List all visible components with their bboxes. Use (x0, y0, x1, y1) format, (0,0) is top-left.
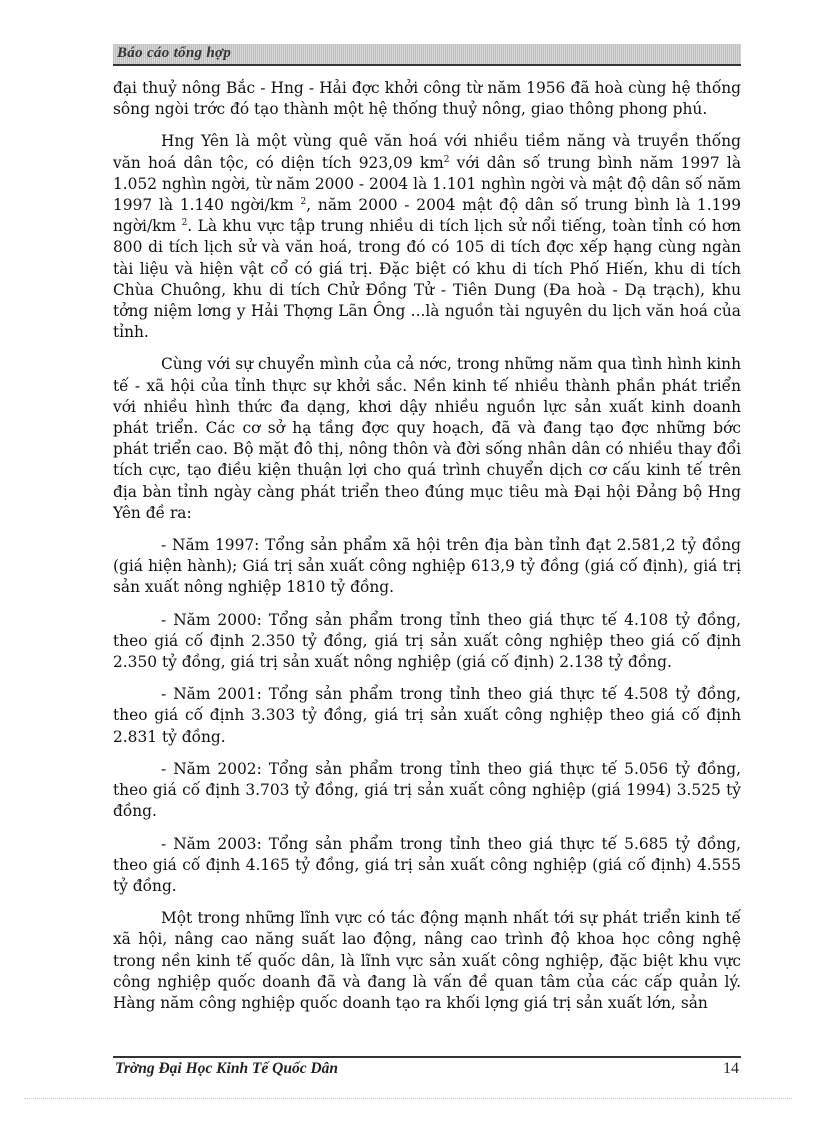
page-edge-divider (24, 1098, 792, 1099)
page-content (113, 78, 741, 1025)
p2-sup-2: 2 (300, 196, 307, 207)
p2-text-a: Hng Yên là một vùng quê văn hoá với nhiều tiềm năng và truyền thống văn hoá dân tộc, có diện tích 923,09 km (113, 132, 741, 172)
header-title: Báo cáo tổng hợp (117, 45, 232, 61)
p2-text-c: , năm 2000 - 2004 mật độ dân số trung bình là 1.199 ngời/km (113, 196, 741, 236)
list-item-2001: - Năm 2001: Tổng sản phẩm trong tỉnh theo giá thực tế 4.508 tỷ đồng, theo giá cố định 3.303 tỷ đồng, giá trị sản xuất công nghiệp theo giá cố định 2.831 tỷ đồng. (113, 685, 741, 746)
p2-sup-1: 2 (443, 154, 450, 165)
paragraph-continuation: đại thuỷ nông Bắc - Hng - Hải đợc khởi công từ năm 1956 đã hoà cùng hệ thống sông ngòi trớc đó tạo thành một hệ thống thuỷ nông, giao thông phong phú. (113, 79, 741, 119)
page-footer (113, 1056, 741, 1082)
paragraph-industry: Một trong những lĩnh vực có tác động mạnh nhất tới sự phát triển kinh tế xã hội, nâng cao năng suất lao động, nâng cao trình độ khoa học công nghệ trong nền kinh tế quốc dân, là lĩnh vực sản xuất công nghiệp, đặc biệt khu vực công nghiệp quốc doanh đã và đang là vấn đề quan tâm của các cấp quản lý. Hàng năm công nghiệp quốc doanh tạo ra khối lợng giá trị sản xuất lớn, sản (113, 909, 741, 1012)
list-item-2003: - Năm 2003: Tổng sản phẩm trong tỉnh theo giá thực tế 5.685 tỷ đồng, theo giá cố định 4.165 tỷ đồng, giá trị sản xuất công nghiệp (giá cố định) 4.555 tỷ đồng. (113, 834, 741, 895)
p2-text-d: . Là khu vực tập trung nhiều di tích lịch sử nổi tiếng, toàn tỉnh có hơn 800 di tích lịch sử và văn hoá, trong đó có 105 di tích đợc xếp hạng cùng ngàn tài liệu và hiện vật cổ có giá trị. Đặc biệt có khu di tích Phố Hiến, khu di tích Chùa Chuông, khu di tích Chử Đồng Tử - Tiên Dung (Đa hoà - Dạ trạch), khu tởng niệm lơng y Hải Thợng Lãn Ông ...là nguồn tài nguyên du lịch văn hoá của tỉnh. (113, 217, 742, 342)
paragraph-hung-yen-overview (113, 131, 741, 343)
p2-text-b: với dân số trung bình năm 1997 là 1.052 nghìn ngời, từ năm 2000 - 2004 là 1.101 nghìn ngời và mật độ dân số năm 1997 là 1.140 ngời/km (113, 153, 741, 215)
page-number: 14 (723, 1060, 739, 1077)
list-item-2002: - Năm 2002: Tổng sản phẩm trong tỉnh theo giá thực tế 5.056 tỷ đồng, theo giá cố định 3.703 tỷ đồng, giá trị sản xuất công nghiệp (giá 1994) 3.525 tỷ đồng. (113, 759, 741, 821)
page-header (113, 44, 741, 66)
paragraph-economic-development: Cùng với sự chuyển mình của cả nớc, trong những năm qua tình hình kinh tế - xã hội của tỉnh thực sự khởi sắc. Nền kinh tế nhiều thành phần phát triển với nhiều hình thức đa dạng, khơi dậy nhiều nguồn lực sản xuất kinh doanh phát triển. Các cơ sở hạ tầng đợc quy hoạch, đã và đang tạo đợc những bớc phát triển cao. Bộ mặt đô thị, nông thôn và đời sống nhân dân có nhiều thay đổi tích cực, tạo điều kiện thuận lợi cho quá trình chuyển dịch cơ cấu kinh tế trên địa bàn tỉnh ngày càng phát triển theo đúng mục tiêu mà Đại hội Đảng bộ Hng Yên đề ra: (113, 355, 741, 522)
list-item-2000: - Năm 2000: Tổng sản phẩm trong tỉnh theo giá thực tế 4.108 tỷ đồng, theo giá cố định 2.350 tỷ đồng, giá trị sản xuất công nghiệp theo giá cố định 2.350 tỷ đồng, giá trị sản xuất nông nghiệp (giá cố định) 2.138 tỷ đồng. (113, 610, 741, 672)
footer-school-name: Trờng Đại Học Kinh Tế Quốc Dân (115, 1060, 339, 1077)
list-item-1997: - Năm 1997: Tổng sản phẩm xã hội trên địa bàn tỉnh đạt 2.581,2 tỷ đồng (giá hiện hành); Giá trị sản xuất công nghiệp 613,9 tỷ đồng (giá cố định), giá trị sản xuất nông nghiệp 1810 tỷ đồng. (113, 536, 741, 597)
p2-sup-3: 2 (181, 218, 188, 229)
